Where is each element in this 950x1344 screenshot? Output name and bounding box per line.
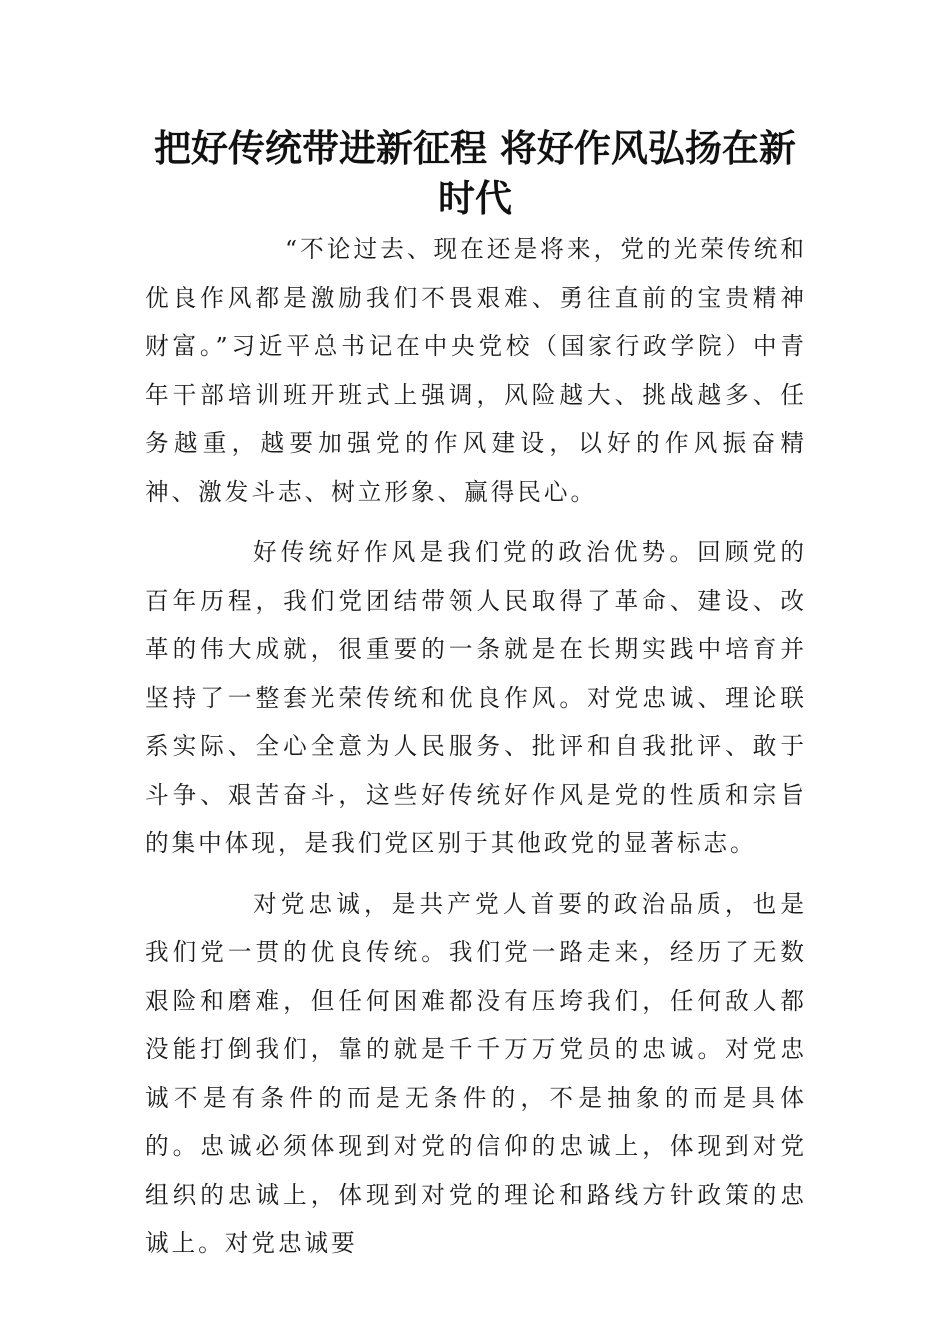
document-title: 把好传统带进新征程 将好作风弘扬在新时代 [154,126,796,220]
paragraph-1: “不论过去、现在还是将来，党的光荣传统和优良作风都是激励我们不畏艰难、勇往直前的宝贵精神财富。”习近平总书记在中央党校（国家行政学院）中青年干部培训班开班式上强调，风险越大、挑战越多、任务越重，越要加强党的作风建设，以好的作风振奋精神、激发斗志、树立形象、赢得民心。 [145,235,807,506]
paragraph-3: 对党忠诚，是共产党人首要的政治品质，也是我们党一贯的优良传统。我们党一路走来，经历了无数艰险和磨难，但任何困难都没有压垮我们，任何敌人都没能打倒我们，靠的就是千千万万党员的忠诚。对党忠诚不是有条件的而是无条件的，不是抽象的而是具体的。忠诚必须体现到对党的信仰的忠诚上，体现到对党组织的忠诚上，体现到对党的理论和路线方针政策的忠诚上。对党忠诚要 [145,889,807,1257]
document-body [145,225,807,1280]
paragraph-2: 好传统好作风是我们党的政治优势。回顾党的百年历程，我们党团结带领人民取得了革命、建设、改革的伟大成就，很重要的一条就是在长期实践中培育并坚持了一整套光荣传统和优良作风。对党忠诚、理论联系实际、全心全意为人民服务、批评和自我批评、敢于斗争、艰苦奋斗，这些好传统好作风是党的性质和宗旨的集中体现，是我们党区别于其他政党的显著标志。 [145,538,807,857]
